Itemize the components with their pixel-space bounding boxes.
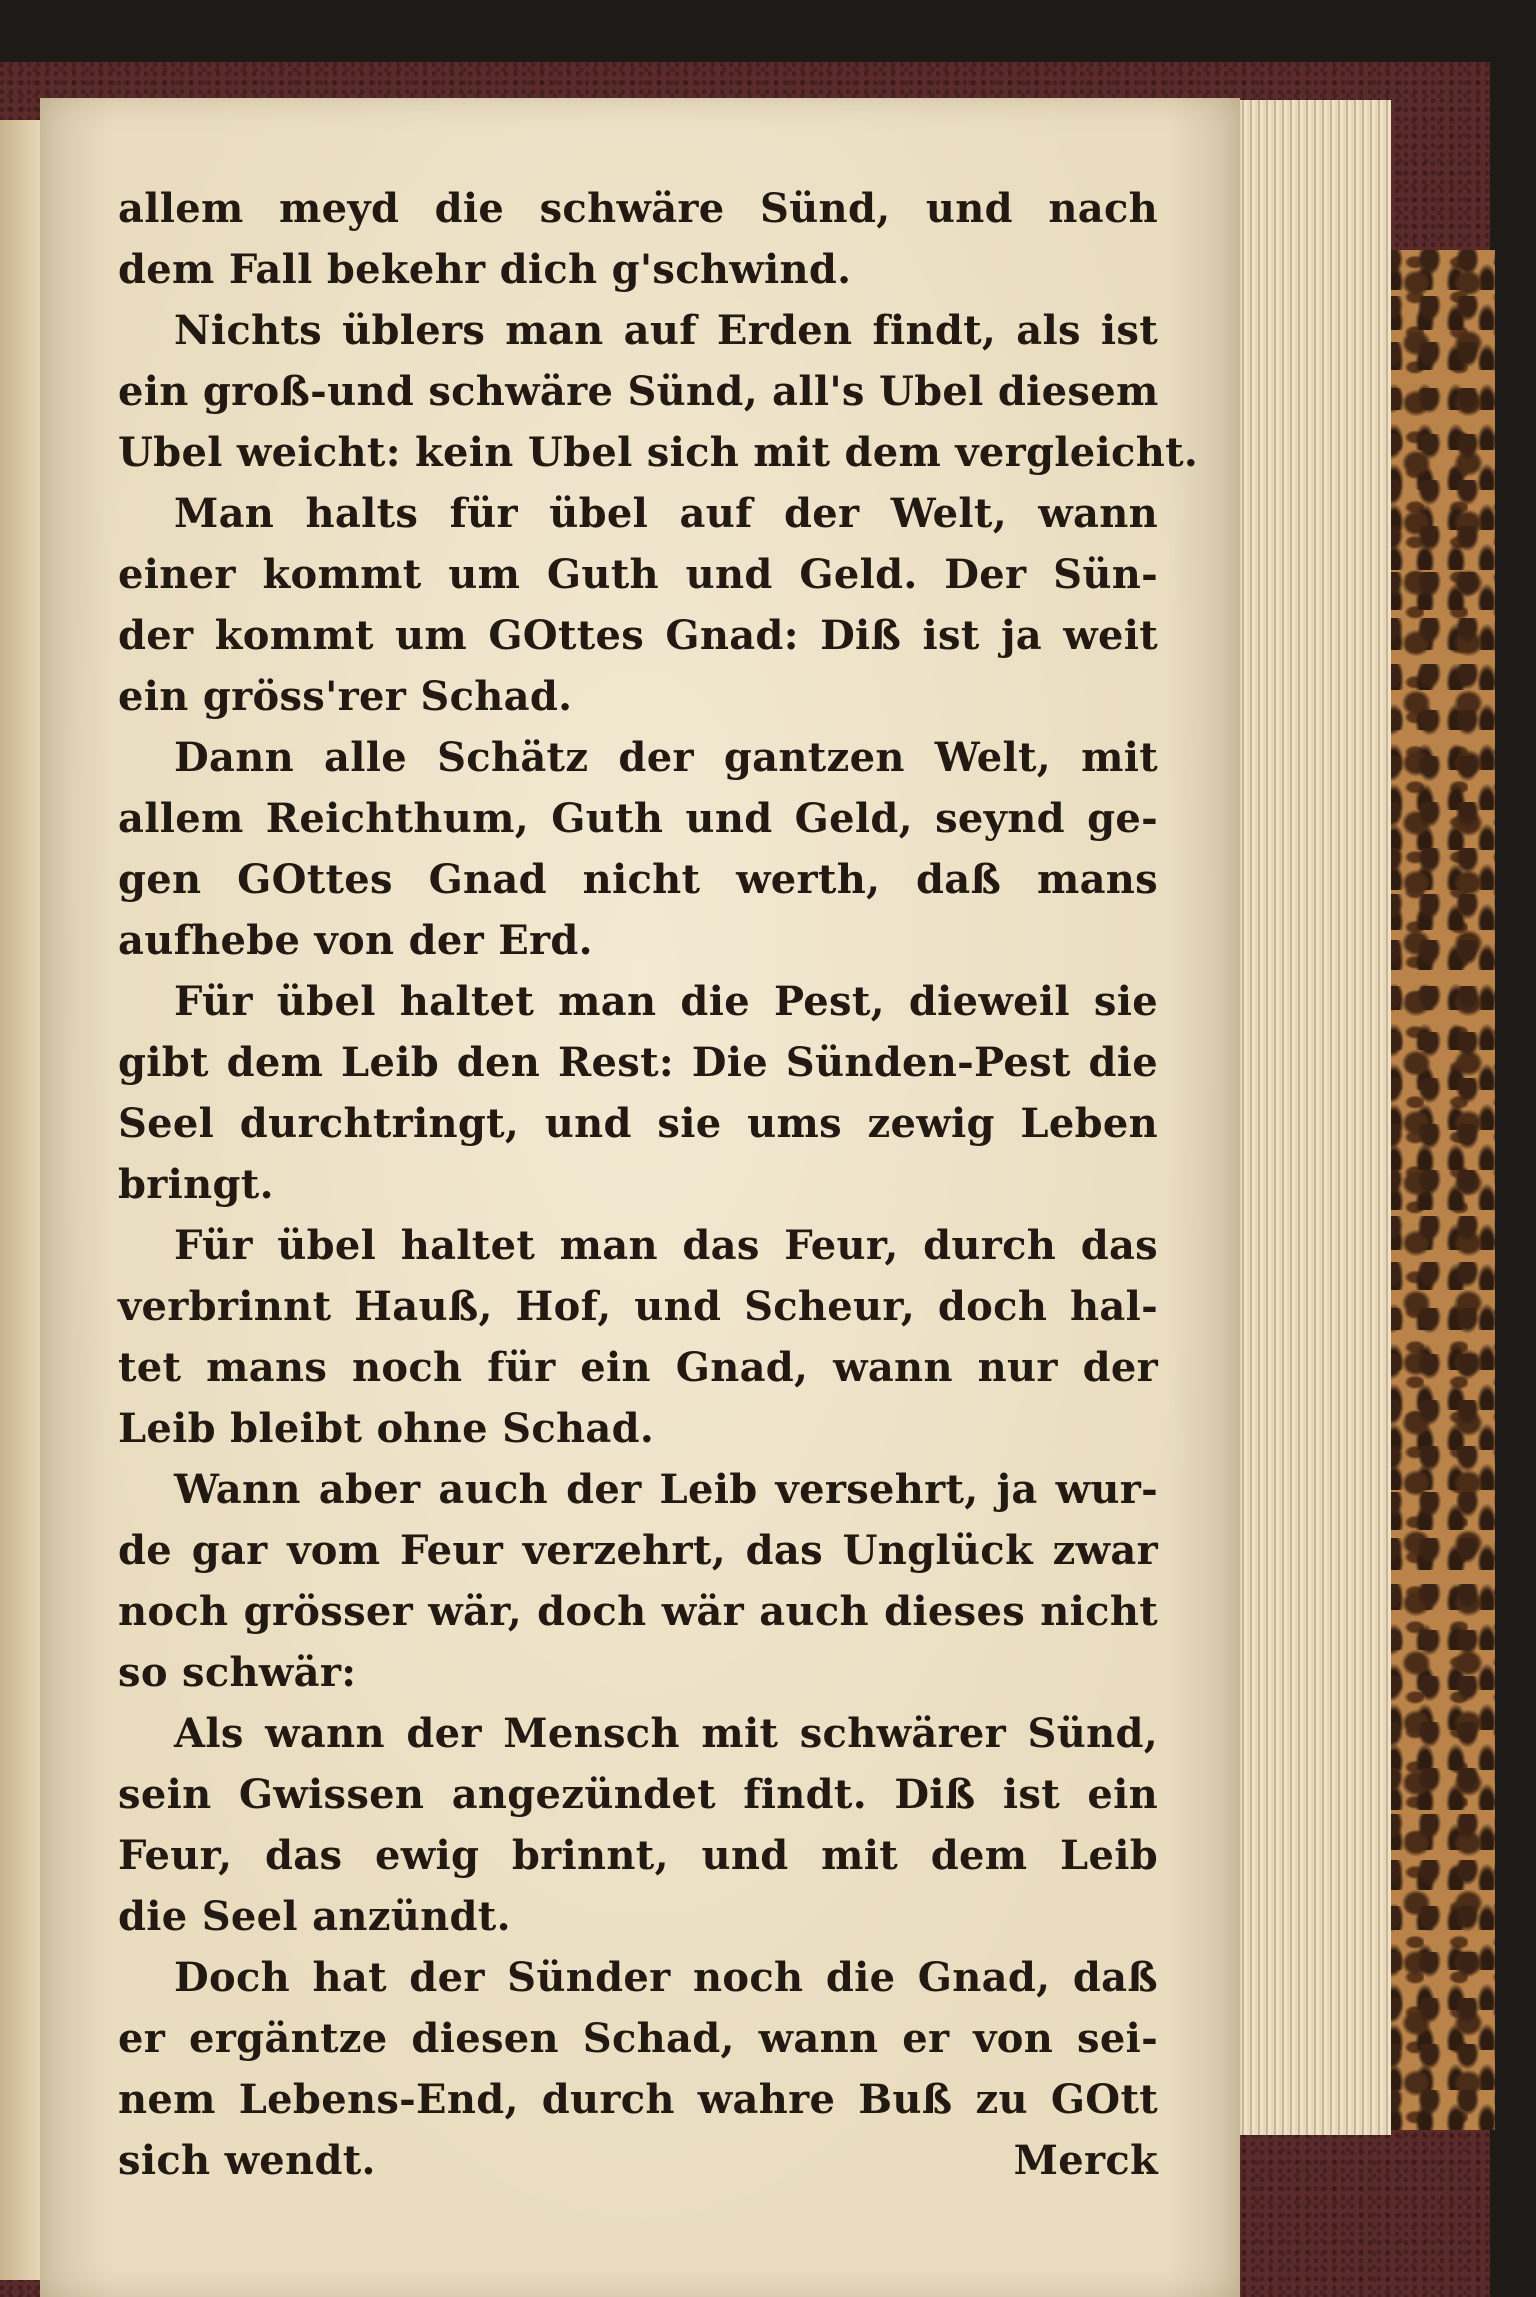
text-line: Man halts für übel auf der Welt, wann [174, 490, 1158, 537]
text-line: verbrinnt Hauß, Hof, und Scheur, doch hal- [118, 1283, 1158, 1330]
paragraph [118, 300, 1199, 483]
text-line: gibt dem Leib den Rest: Die Sünden-Pest die [118, 1039, 1158, 1086]
text-line: bringt. [118, 1161, 274, 1208]
text-line: ein gröss'rer Schad. [118, 673, 573, 720]
text-line: Doch hat der Sünder noch die Gnad, daß [174, 1954, 1158, 2001]
text-line: Für übel haltet man das Feur, durch das [174, 1222, 1158, 1269]
paragraph [118, 1703, 1158, 1947]
text-line: allem Reichthum, Guth und Geld, seynd ge- [118, 795, 1158, 842]
paragraph [118, 1947, 1158, 2130]
text-line: Leib bleibt ohne Schad. [118, 1405, 655, 1452]
text-line: so schwär: [118, 1649, 357, 1696]
paragraph [118, 178, 1158, 300]
paragraph [118, 1215, 1158, 1459]
text-line: allem meyd die schwäre Sünd, und nach [118, 185, 1158, 232]
paragraph [118, 971, 1158, 1215]
text-line: dem Fall bekehr dich g'schwind. [118, 246, 852, 293]
paragraph [118, 727, 1158, 971]
paragraph [118, 483, 1158, 727]
text-line: Wann aber auch der Leib versehrt, ja wur- [174, 1466, 1158, 1513]
text-line: Nichts üblers man auf Erden findt, als ist [174, 307, 1158, 354]
text-line: nem Lebens-End, durch wahre Buß zu GOtt [118, 2076, 1158, 2123]
last-line-row [118, 2130, 1158, 2191]
catchword: Merck [1013, 2137, 1158, 2184]
text-line: aufhebe von der Erd. [118, 917, 593, 964]
page-block-edge [1238, 100, 1391, 2135]
marbled-edge [1380, 250, 1495, 2130]
text-line: Für übel haltet man die Pest, dieweil sie [174, 978, 1158, 1025]
text-line: Seel durchtringt, und sie ums zewig Leben [118, 1100, 1158, 1147]
text-line: einer kommt um Guth und Geld. Der Sün- [118, 551, 1158, 598]
text-line: Ubel weicht: kein Ubel sich mit dem vergleicht. [118, 429, 1199, 476]
text-line: de gar vom Feur verzehrt, das Unglück zwar [118, 1527, 1158, 1574]
facing-page-edge [0, 120, 42, 2280]
book-page [40, 98, 1240, 2297]
paragraph [118, 1459, 1158, 1703]
text-line: gen GOttes Gnad nicht werth, daß mans [118, 856, 1158, 903]
text-line: noch grösser wär, doch wär auch dieses nicht [118, 1588, 1158, 1635]
text-line: Als wann der Mensch mit schwärer Sünd, [174, 1710, 1158, 1757]
text-line: der kommt um GOttes Gnad: Diß ist ja weit [118, 612, 1158, 659]
text-line: Feur, das ewig brinnt, und mit dem Leib [118, 1832, 1158, 1879]
text-line: ein groß-und schwäre Sünd, all's Ubel diesem [118, 368, 1159, 415]
text-line: die Seel anzündt. [118, 1893, 511, 1940]
text-line: tet mans noch für ein Gnad, wann nur der [118, 1344, 1158, 1391]
page-text [118, 178, 1199, 2191]
text-line: Dann alle Schätz der gantzen Welt, mit [174, 734, 1158, 781]
text-line: sich wendt. [118, 2137, 376, 2184]
text-line: er ergäntze diesen Schad, wann er von sei- [118, 2015, 1158, 2062]
text-line: sein Gwissen angezündet findt. Diß ist ein [118, 1771, 1158, 1818]
